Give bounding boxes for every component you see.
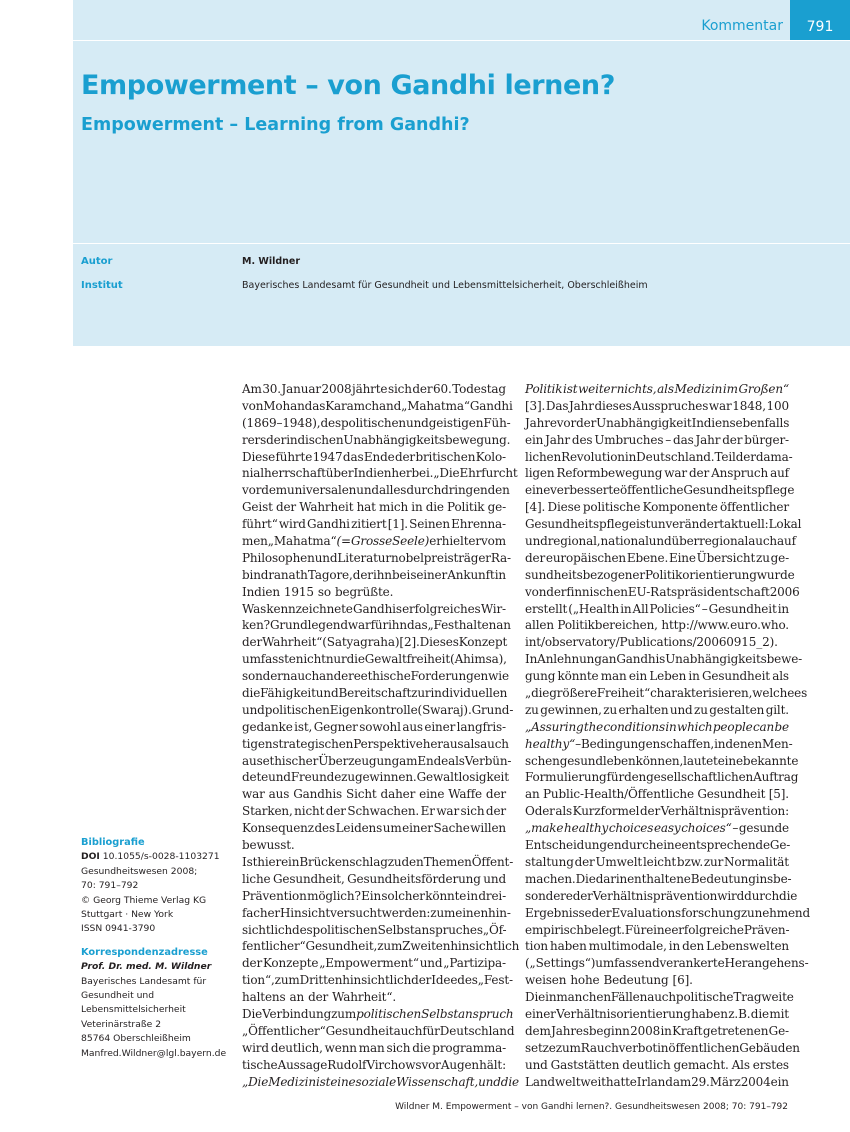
- body-line: Ist hier ein Brückenschlag zu den Themen Öffent-: [242, 854, 514, 869]
- correspondence-address: [81, 975, 231, 1061]
- bibliography-heading: Bibliografie: [81, 837, 145, 848]
- body-line: war aus Gandhis Sicht daher eine Waffe der: [242, 787, 506, 802]
- article-subtitle: Empowerment – Learning from Gandhi?: [81, 115, 470, 135]
- body-line: fentlicher“ Gesundheit, zum Zweiten hinsichtlich: [242, 939, 520, 954]
- body-line: Oder als Kurzformel der Verhältnisprävention:: [525, 804, 789, 819]
- body-line: healthy“ – Bedingungen schaffen, in denen Men-: [525, 736, 793, 751]
- body-line: und regional, national und überregional auch auf: [525, 534, 796, 549]
- sidebar: [81, 836, 231, 1061]
- body-line: Formulierung für den gesellschaftlichen Auftrag: [525, 770, 799, 785]
- body-line: von Mohandas Karamchand „Mahatma“ Gandhi: [242, 398, 513, 413]
- institute-label: Institut: [81, 280, 123, 291]
- body-line: der Konzepte „Empowerment“ und „Partizipa-: [242, 956, 506, 971]
- correspondence-line: Manfred.Wildner@lgl.bayern.de: [81, 1047, 227, 1059]
- body-line: [4]. Diese politische Komponente öffentlicher: [525, 500, 789, 515]
- body-line: führt“ wird Gandhi zitiert [1]. Seinen Ehrenna-: [242, 517, 506, 532]
- body-line: liche Gesundheit, Gesundheitsförderung und: [242, 871, 506, 886]
- body-line: facher Hinsicht versucht werden: zum einen hin-: [242, 905, 511, 920]
- body-column-1: [242, 381, 520, 1090]
- body-line: Indien 1915 so begrüßte.: [242, 584, 394, 599]
- body-line: schen gesund leben können, lautet eine bekannte: [525, 753, 799, 768]
- body-line: tische Aussage Rudolf Virchows vor Augen hält:: [242, 1057, 506, 1072]
- body-line: „Die Medizin ist eine soziale Wissenschaft, und die: [242, 1074, 519, 1089]
- body-line: In Anlehnung an Gandhis Unabhängigkeitsbewe-: [525, 652, 803, 667]
- body-line: „make healthy choices easy choices“ – gesunde: [525, 821, 789, 836]
- body-line: Land weltweit hatte Irland am 29. März 2004 ein: [525, 1074, 789, 1089]
- bibliography-line: 70: 791–792: [81, 880, 139, 892]
- body-line: machen. Die darin enthaltene Bedeutung insbe-: [525, 871, 792, 886]
- body-line: Die in manchen Fällen auch politische Tragweite: [525, 990, 794, 1005]
- body-line: allen Politikbereichen, http://www.euro.who.: [525, 618, 789, 633]
- bibliography-list: [81, 850, 231, 936]
- body-line: (1869–1948), des politischen und geistigen Füh-: [242, 415, 511, 430]
- body-line: der europäischen Ebene. Eine Übersicht zu ge-: [525, 550, 789, 565]
- page-footer: Wildner M. Empowerment – von Gandhi lernen?. Gesundheitswesen 2008; 70: 791–792: [395, 1102, 788, 1112]
- correspondence-name: Prof. Dr. med. M. Wildner: [81, 961, 212, 973]
- body-line: Jahre vor der Unabhängigkeit Indiens ebenfalls: [525, 415, 790, 430]
- bibliography-line: ISSN 0941-3790: [81, 923, 156, 935]
- body-line: ligen Reformbewegung war der Anspruch auf: [525, 466, 789, 481]
- body-line: int/observatory/Publications/20060915_2).: [525, 635, 778, 650]
- body-line: sichtlich des politischen Selbstanspruches „Öf-: [242, 922, 507, 937]
- correspondence-line: Veterinärstraße 2: [81, 1018, 162, 1030]
- body-line: tion“, zum Dritten hinsichtlich der Idee des „Fest-: [242, 973, 513, 988]
- body-line: und politischen Eigenkontrolle (Swaraj). Grund-: [242, 702, 514, 717]
- body-line: einer Verhältnisorientierung haben z.B. die mit: [525, 1006, 789, 1021]
- body-line: erstellt („Health in All Policies“ – Gesundheit in: [525, 601, 789, 616]
- bibliography-line: DOI 10.1055/s-0028-1103271: [81, 851, 220, 863]
- body-line: staltung der Umwelt leicht bzw. zur Normalität: [525, 854, 789, 869]
- body-line: Prävention möglich? Ein solcher könnte in drei-: [242, 888, 506, 903]
- body-line: Diese führte 1947 das Ende der britischen Kolo-: [242, 449, 506, 464]
- body-line: gedanke ist, Gegner sowohl aus einer langfris-: [242, 719, 506, 734]
- author-label: Autor: [81, 256, 113, 267]
- body-line: „die größere Freiheit“ charakterisieren, welche es: [525, 686, 808, 701]
- header-divider-top: [73, 40, 850, 41]
- body-line: Was kennzeichnete Gandhis erfolgreiches Wir-: [242, 601, 506, 616]
- body-line: [3]. Das Jahr dieses Ausspruches war 1848, 100: [525, 398, 789, 413]
- body-line: Entscheidungen durch eine entsprechende Ge-: [525, 838, 791, 853]
- body-line: Am 30. Januar 2008 jährte sich der 60. Todestag: [242, 382, 506, 396]
- body-line: und Gaststätten deutlich gemacht. Als erstes: [525, 1057, 789, 1072]
- article-title: Empowerment – von Gandhi lernen?: [81, 70, 615, 101]
- body-line: ken? Grundlegend war für ihn das „Festhalten an: [242, 618, 511, 633]
- bibliography-line: © Georg Thieme Verlag KG: [81, 894, 207, 906]
- body-line: die Fähigkeit und Bereitschaft zur individuellen: [242, 686, 508, 701]
- body-line: lichen Revolution in Deutschland. Teil der dama-: [525, 449, 793, 464]
- section-label: Kommentar: [701, 18, 783, 34]
- body-line: tion haben multimodale, in den Lebenswelten: [525, 939, 789, 954]
- body-line: „Öffentlicher“ Gesundheit auch für Deutschland: [242, 1023, 515, 1038]
- body-line: weisen hohe Bedeutung [6].: [525, 973, 693, 988]
- body-line: ein Jahr des Umbruches – das Jahr der bürger-: [525, 432, 789, 447]
- body-line: dem Jahresbeginn 2008 in Kraft getretenen Ge-: [525, 1023, 789, 1038]
- body-line: men „Mahatma“ (=Grosse Seele) erhielt er vom: [242, 534, 506, 549]
- body-line: wird deutlich, wenn man sich die programma-: [242, 1040, 506, 1055]
- body-line: umfasste nicht nur die Gewaltfreiheit (Ahimsa),: [242, 652, 507, 667]
- correspondence-heading: Korrespondenzadresse: [81, 946, 208, 958]
- body-line: Geist der Wahrheit hat mich in die Politik ge-: [242, 500, 506, 515]
- body-line: der Wahrheit“ (Satyagraha) [2]. Dieses Konzept: [242, 635, 508, 650]
- body-line: von der finnischen EU-Ratspräsidentschaft 2006: [525, 584, 800, 599]
- correspondence-line: Bayerisches Landesamt für: [81, 975, 207, 987]
- body-line: rers der indischen Unabhängigkeitsbewegung.: [242, 432, 511, 447]
- body-line: sundheitsbezogener Politikorientierung wurde: [525, 567, 795, 582]
- body-line: Politik ist weiter nichts, als Medizin im Großen“: [525, 382, 789, 396]
- body-column-2: [525, 381, 811, 1090]
- page-number: 791: [790, 0, 850, 40]
- body-line: bewusst.: [242, 838, 295, 853]
- header-panel: [73, 0, 850, 346]
- author-name: M. Wildner: [242, 256, 301, 267]
- body-line: „Assuring the conditions in which people can be: [525, 719, 789, 734]
- body-line: vor dem universalen und alles durchdringenden: [242, 483, 510, 498]
- institute-name: Bayerisches Landesamt für Gesundheit und Lebensmittelsicherheit, Oberschleißheim: [242, 280, 648, 291]
- body-line: Philosophen und Literaturnobelpreisträger Ra-: [242, 550, 511, 565]
- correspondence-line: Gesundheit und: [81, 990, 155, 1002]
- body-line: aus ethischer Überzeugung am Ende als Verbün-: [242, 753, 512, 768]
- body-line: sondere der Verhältnisprävention wird durch die: [525, 888, 798, 903]
- body-line: nialherrschaft über Indien herbei. „Die Ehrfurcht: [242, 466, 518, 481]
- body-line: zu gewinnen, zu erhalten und zu gestalten gilt.: [525, 702, 789, 717]
- body-line: tigen strategischen Perspektive heraus als auch: [242, 736, 509, 751]
- bibliography-line: Gesundheitswesen 2008;: [81, 865, 198, 877]
- correspondence-line: 85764 Oberschleißheim: [81, 1033, 191, 1045]
- body-line: Konsequenz des Leidens um einer Sache willen: [242, 821, 506, 836]
- body-line: („Settings“) umfassend verankerte Herangehens-: [525, 956, 809, 971]
- body-line: Gesundheitspflege ist unverändert aktuell: Lokal: [525, 517, 802, 532]
- header-divider-middle: [73, 243, 850, 244]
- correspondence-line: Lebensmittelsicherheit: [81, 1004, 186, 1016]
- body-line: haltens an der Wahrheit“.: [242, 990, 397, 1005]
- body-line: gung könnte man ein Leben in Gesundheit als: [525, 669, 789, 684]
- body-line: bindranath Tagore, der ihn bei seiner Ankunft in: [242, 567, 506, 582]
- body-line: Starken, nicht der Schwachen. Er war sich der: [242, 804, 506, 819]
- body-line: empirisch belegt. Für eine erfolgreiche Präven-: [525, 922, 790, 937]
- body-line: setze zum Rauchverbot in öffentlichen Gebäuden: [525, 1040, 800, 1055]
- body-line: eine verbesserte öffentliche Gesundheitspflege: [525, 483, 795, 498]
- body-line: dete und Freunde zu gewinnen. Gewaltlosigkeit: [242, 770, 509, 785]
- bibliography-line: Stuttgart · New York: [81, 909, 174, 921]
- body-line: Die Verbindung zum politischen Selbstanspruch: [242, 1006, 514, 1021]
- body-line: an Public-Health/Öffentliche Gesundheit [5].: [525, 787, 789, 802]
- body-line: Ergebnisse der Evaluationsforschung zunehmend: [525, 905, 811, 920]
- body-line: sondern auch andere ethische Forderungen wie: [242, 669, 509, 684]
